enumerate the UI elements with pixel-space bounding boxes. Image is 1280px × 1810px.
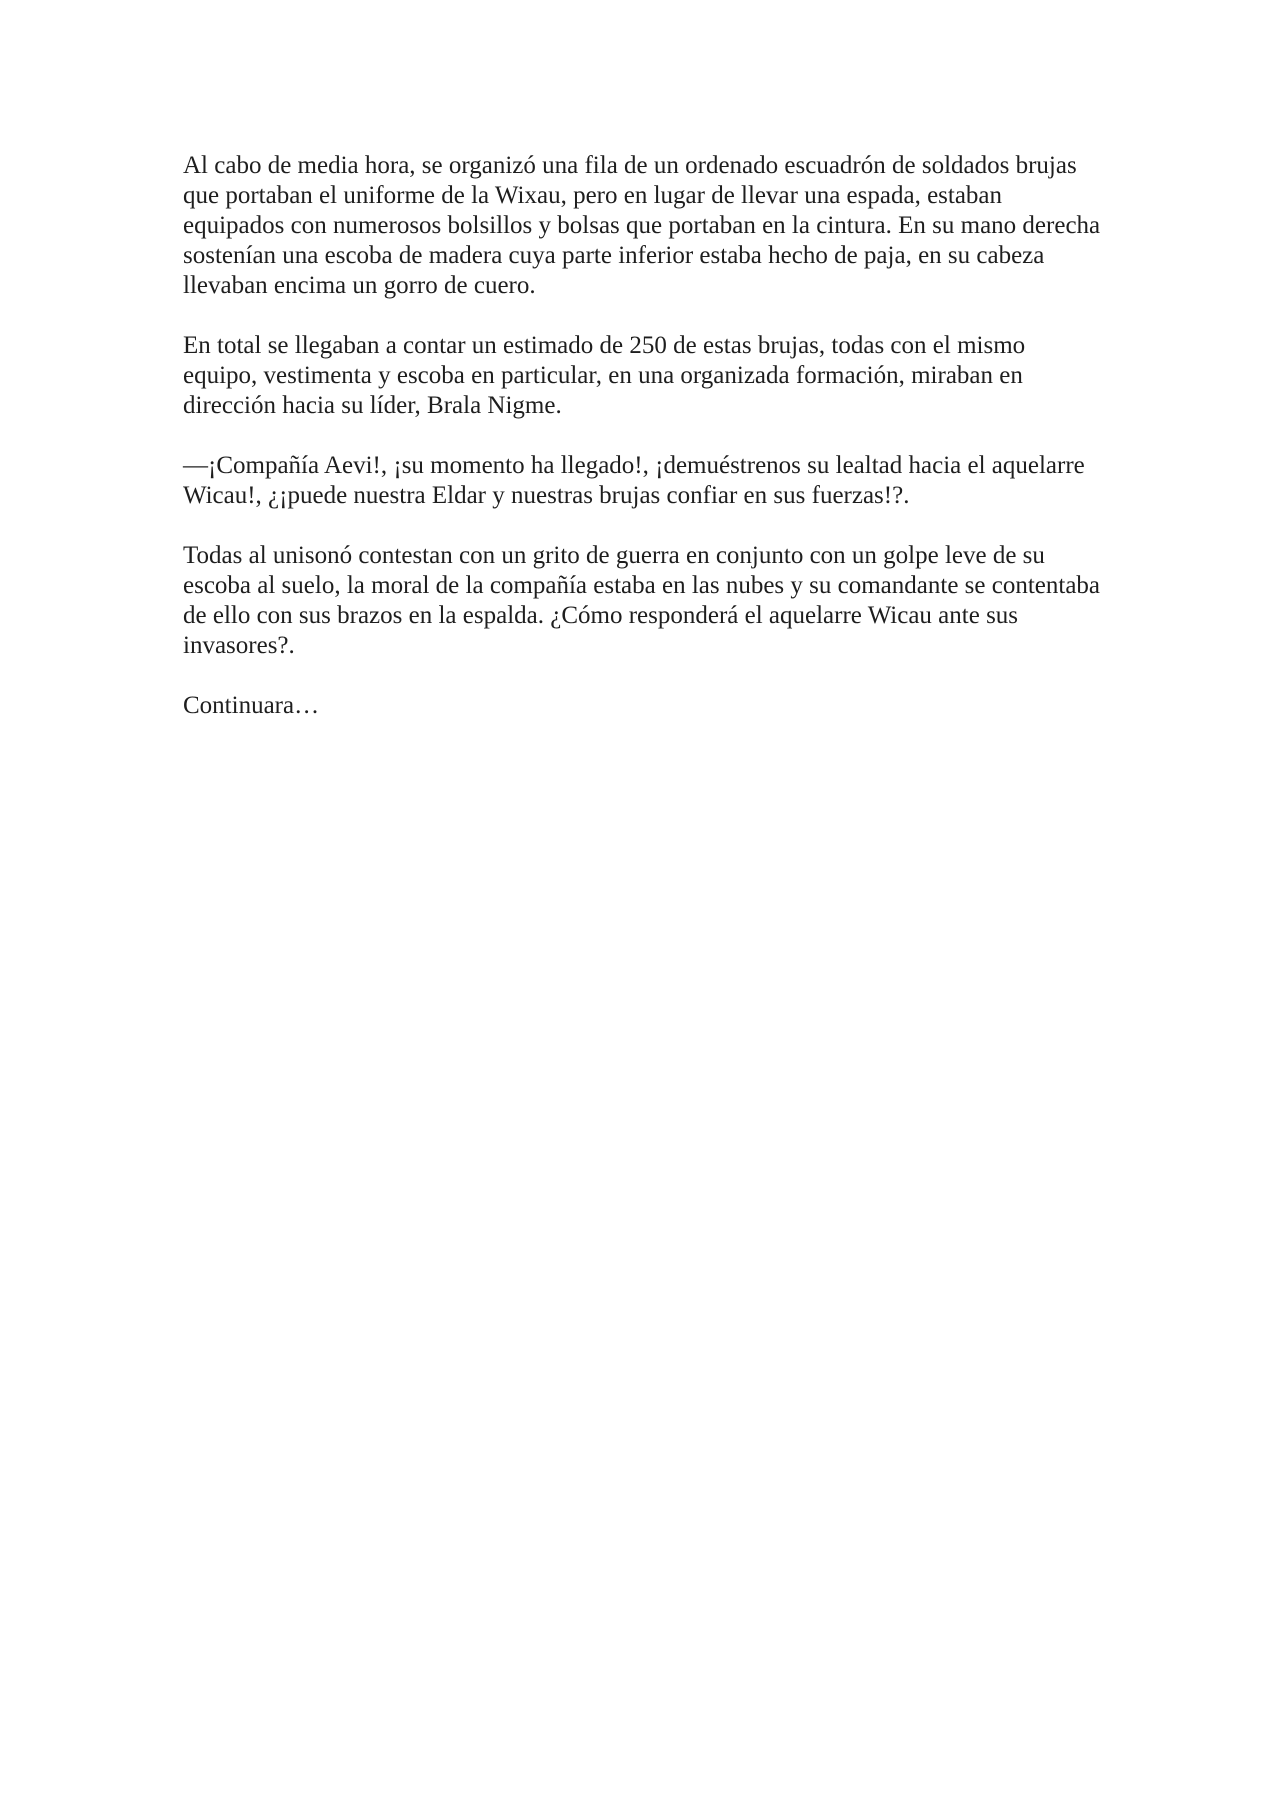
paragraph-4: Todas al unisonó contestan con un grito de guerra en conjunto con un golpe leve de su escoba al suelo, la moral de la compañía estaba en las nubes y su comandante se contentaba de ello con sus brazos en la espalda. ¿Cómo responderá el aquelarre Wicau ante sus invasores?. (183, 542, 1101, 659)
paragraph-1: Al cabo de media hora, se organizó una fila de un ordenado escuadrón de soldados brujas que portaban el uniforme de la Wixau, pero en lugar de llevar una espada, estaban equipados con numerosos bolsillos y bolsas que portaban en la cintura. En su mano derecha sostenían una escoba de madera cuya parte inferior estaba hecho de paja, en su cabeza llevaban encima un gorro de cuero. (183, 152, 1101, 299)
document-body (183, 151, 1103, 721)
paragraph-3: —¡Compañía Aevi!, ¡su momento ha llegado!, ¡demuéstrenos su lealtad hacia el aquelarre Wicau!, ¿¡puede nuestra Eldar y nuestras brujas confiar en sus fuerzas!?. (183, 452, 1085, 509)
paragraph-2: En total se llegaban a contar un estimado de 250 de estas brujas, todas con el mismo equipo, vestimenta y escoba en particular, en una organizada formación, miraban en dirección hacia su líder, Brala Nigme. (183, 332, 1026, 419)
paragraph-5: Continuara… (183, 692, 320, 719)
